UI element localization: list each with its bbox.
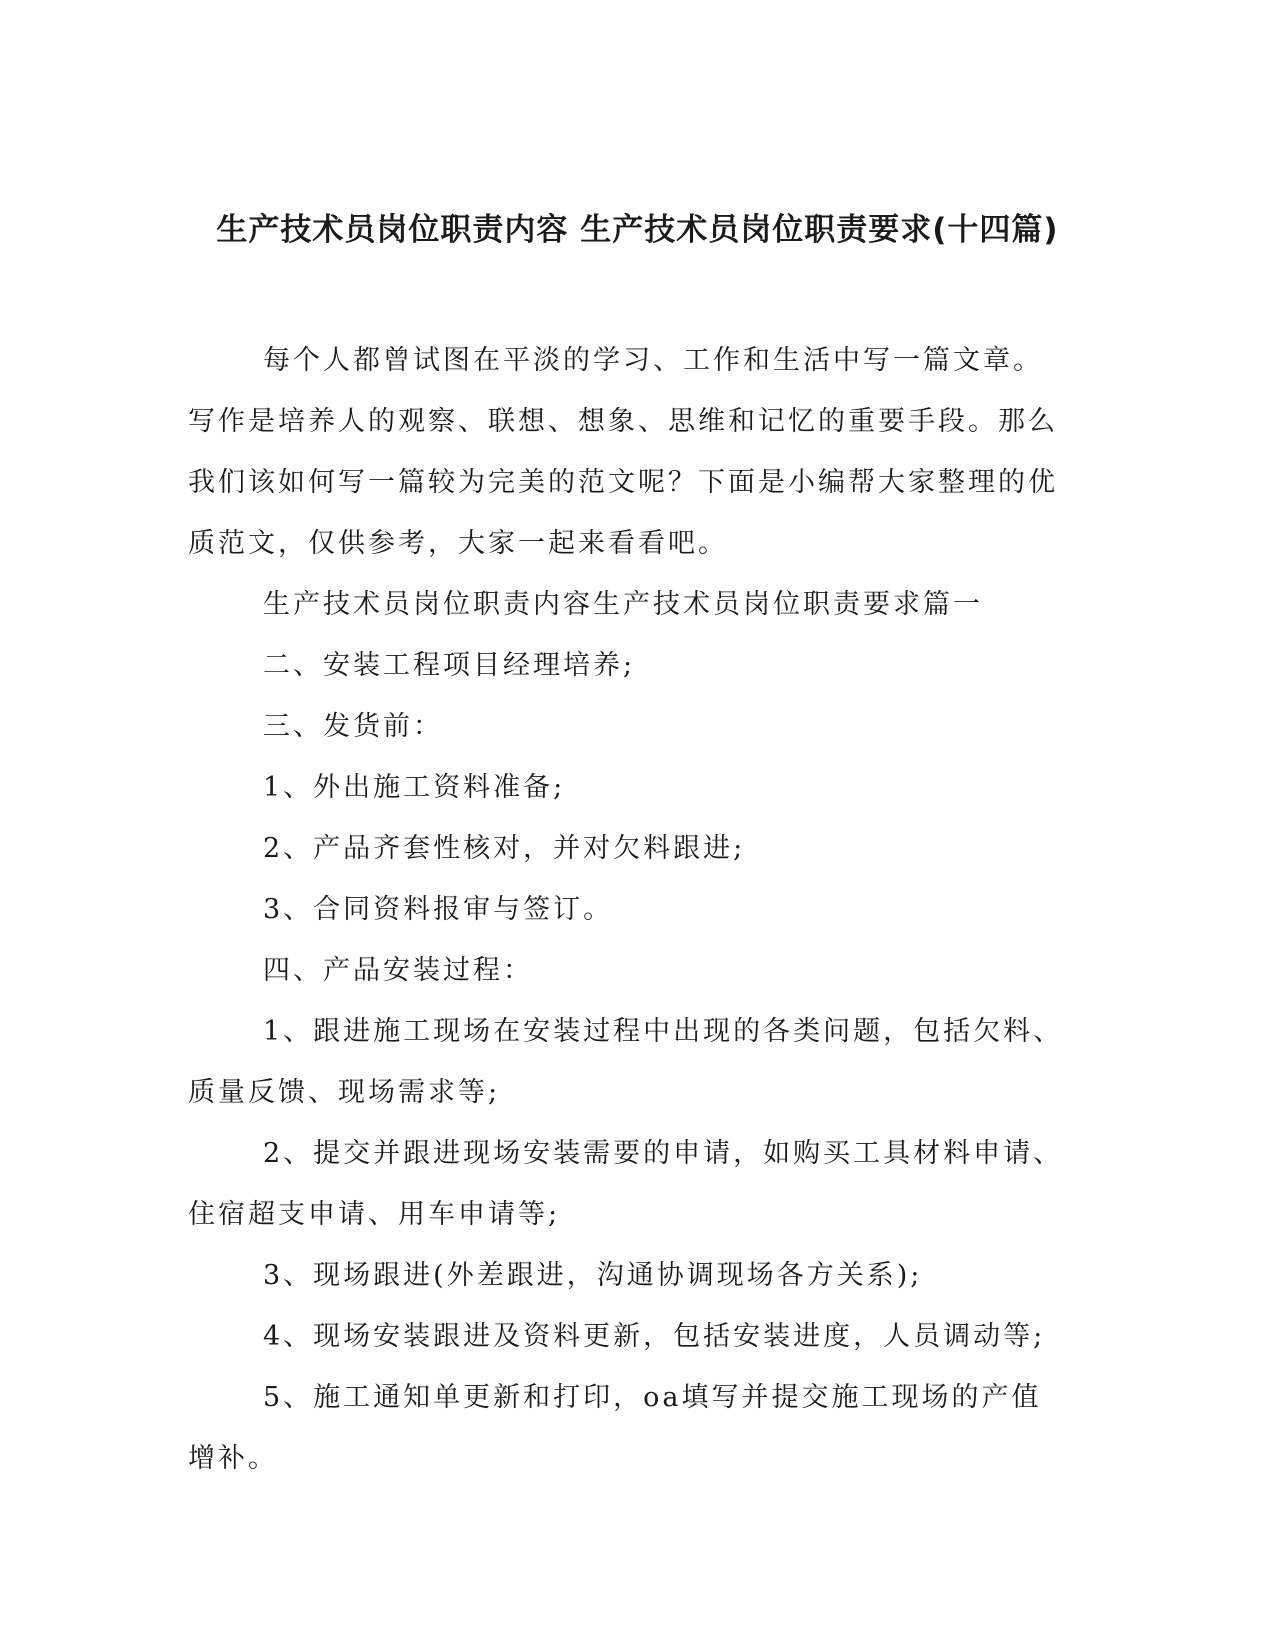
paragraph: 四、产品安装过程： [263, 955, 533, 986]
paragraph: 二、安装工程项目经理培养; [263, 650, 636, 681]
paragraph: 4、现场安装跟进及资料更新，包括安装进度，人员调动等; [263, 1321, 1046, 1352]
paragraph: 5、施工通知单更新和打印，oa填写并提交施工现场的产值增补。 [188, 1382, 1042, 1474]
paragraph: 三、发货前： [263, 711, 443, 742]
paragraph: 1、跟进施工现场在安装过程中出现的各类问题，包括欠料、质量反馈、现场需求等; [188, 1016, 1064, 1108]
paragraph: 2、提交并跟进现场安装需要的申请，如购买工具材料申请、住宿超支申请、用车申请等; [188, 1138, 1064, 1230]
paragraph: 3、现场跟进(外差跟进，沟通协调现场各方关系); [263, 1260, 923, 1291]
document-body [188, 330, 1070, 1489]
document-title: 生产技术员岗位职责内容 生产技术员岗位职责要求(十四篇) [216, 212, 1059, 248]
paragraph: 生产技术员岗位职责内容生产技术员岗位职责要求篇一 [263, 589, 983, 620]
paragraph: 1、外出施工资料准备; [263, 772, 566, 803]
paragraph: 3、合同资料报审与签订。 [263, 894, 614, 925]
paragraph: 每个人都曾试图在平淡的学习、工作和生活中写一篇文章。写作是培养人的观察、联想、想象、思维和记忆的重要手段。那么我们该如何写一篇较为完美的范文呢？下面是小编帮大家整理的优质范文，仅供参考，大家一起来看看吧。 [188, 345, 1058, 559]
paragraph: 2、产品齐套性核对，并对欠料跟进; [263, 833, 746, 864]
